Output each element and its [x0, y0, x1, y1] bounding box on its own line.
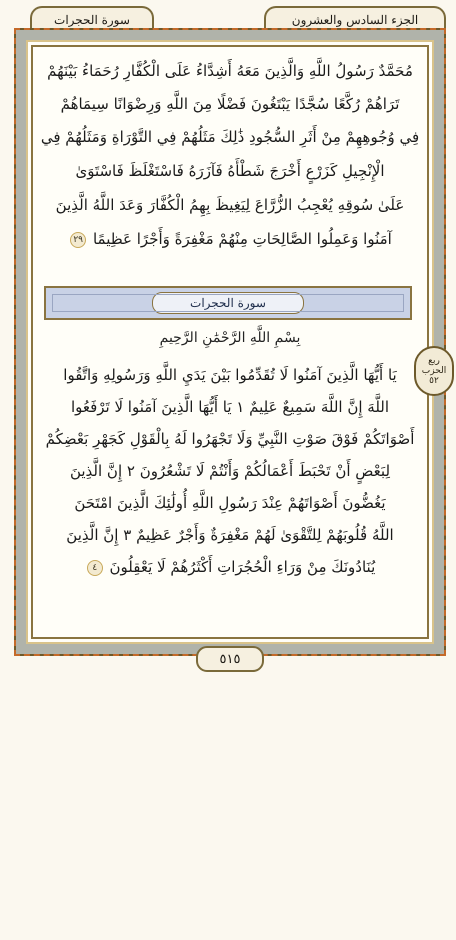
page-content-lower [34, 340, 426, 940]
text-line: لِبَعْضٍ أَنْ تَحْبَطَ أَعْمَالُكُمْ وَأَنْتُمْ لَا تَشْعُرُونَ ٢ إِنَّ الَّذِينَ [69, 462, 391, 480]
verse-number-marker: ٢٩ [70, 232, 86, 248]
text-line-with-verse [34, 558, 426, 576]
text-line: فِي وُجُوهِهِمْ مِنْ أَثَرِ السُّجُودِ ذَٰلِكَ مَثَلُهُمْ فِي التَّوْرَاةِ وَمَثَلُهُمْ فِي [40, 128, 420, 146]
text-line: أَصْوَاتَكُمْ فَوْقَ صَوْتِ النَّبِيِّ وَلَا تَجْهَرُوا لَهُ بِالْقَوْلِ كَجَهْرِ بَعْضِكُمْ [45, 430, 415, 448]
surah-header-label: سورة الحجرات [54, 13, 130, 27]
text-line: يَا أَيُّهَا الَّذِينَ آمَنُوا لَا تُقَدِّمُوا بَيْنَ يَدَيِ اللَّهِ وَرَسُولِهِ وَاتَّقُوا [63, 366, 397, 384]
text-line: اللَّهَ إِنَّ اللَّهَ سَمِيعٌ عَلِيمٌ ١ يَا أَيُّهَا الَّذِينَ آمَنُوا لَا تَرْفَعُوا [70, 398, 390, 416]
text-line: الْإِنْجِيلِ كَزَرْعٍ أَخْرَجَ شَطْأَهُ فَآزَرَهُ فَاسْتَغْلَظَ فَاسْتَوَىٰ [75, 162, 385, 180]
hizb-quarter-number: ٥٢ [429, 376, 439, 386]
hizb-quarter-line2: الحزب [421, 366, 447, 376]
basmala: بِسْمِ اللَّهِ الرَّحْمَٰنِ الرَّحِيمِ [159, 330, 301, 346]
surah-title: سورة الحجرات [190, 296, 266, 310]
juz-header-label: الجزء السادس والعشرون [291, 13, 419, 27]
banner-pattern [52, 294, 404, 312]
text-line-with-verse [34, 230, 426, 248]
text-line: يَغُضُّونَ أَصْوَاتَهُمْ عِنْدَ رَسُولِ اللَّهِ أُولَٰئِكَ الَّذِينَ امْتَحَنَ [74, 494, 386, 512]
text-line-text: يُنَادُونَكَ مِنْ وَرَاءِ الْحُجُرَاتِ أَكْثَرُهُمْ لَا يَعْقِلُونَ [109, 558, 376, 576]
page-number [196, 646, 264, 672]
verse-number-marker: ٤ [87, 560, 103, 576]
hizb-quarter-line1: ربع [428, 356, 440, 366]
text-line-text: آمَنُوا وَعَمِلُوا الصَّالِحَاتِ مِنْهُمْ مَغْفِرَةً وَأَجْرًا عَظِيمًا [92, 230, 392, 248]
surah-title-banner [44, 286, 412, 320]
text-line: تَرَاهُمْ رُكَّعًا سُجَّدًا يَبْتَغُونَ فَضْلًا مِنَ اللَّهِ وَرِضْوَانًا سِيمَاهُمْ [60, 95, 400, 113]
text-line: مُحَمَّدٌ رَسُولُ اللَّهِ وَالَّذِينَ مَعَهُ أَشِدَّاءُ عَلَى الْكُفَّارِ رُحَمَاءُ بَيْنَهُمْ [47, 62, 413, 80]
text-line: اللَّهُ قُلُوبَهُمْ لِلتَّقْوَىٰ لَهُمْ مَغْفِرَةٌ وَأَجْرٌ عَظِيمٌ ٣ إِنَّ الَّذِينَ [66, 526, 394, 544]
text-line: عَلَىٰ سُوقِهِ يُعْجِبُ الزُّرَّاعَ لِيَغِيظَ بِهِمُ الْكُفَّارَ وَعَدَ اللَّهُ الَّذِينَ [55, 196, 405, 214]
page-number-label: ٥١٥ [219, 651, 241, 667]
